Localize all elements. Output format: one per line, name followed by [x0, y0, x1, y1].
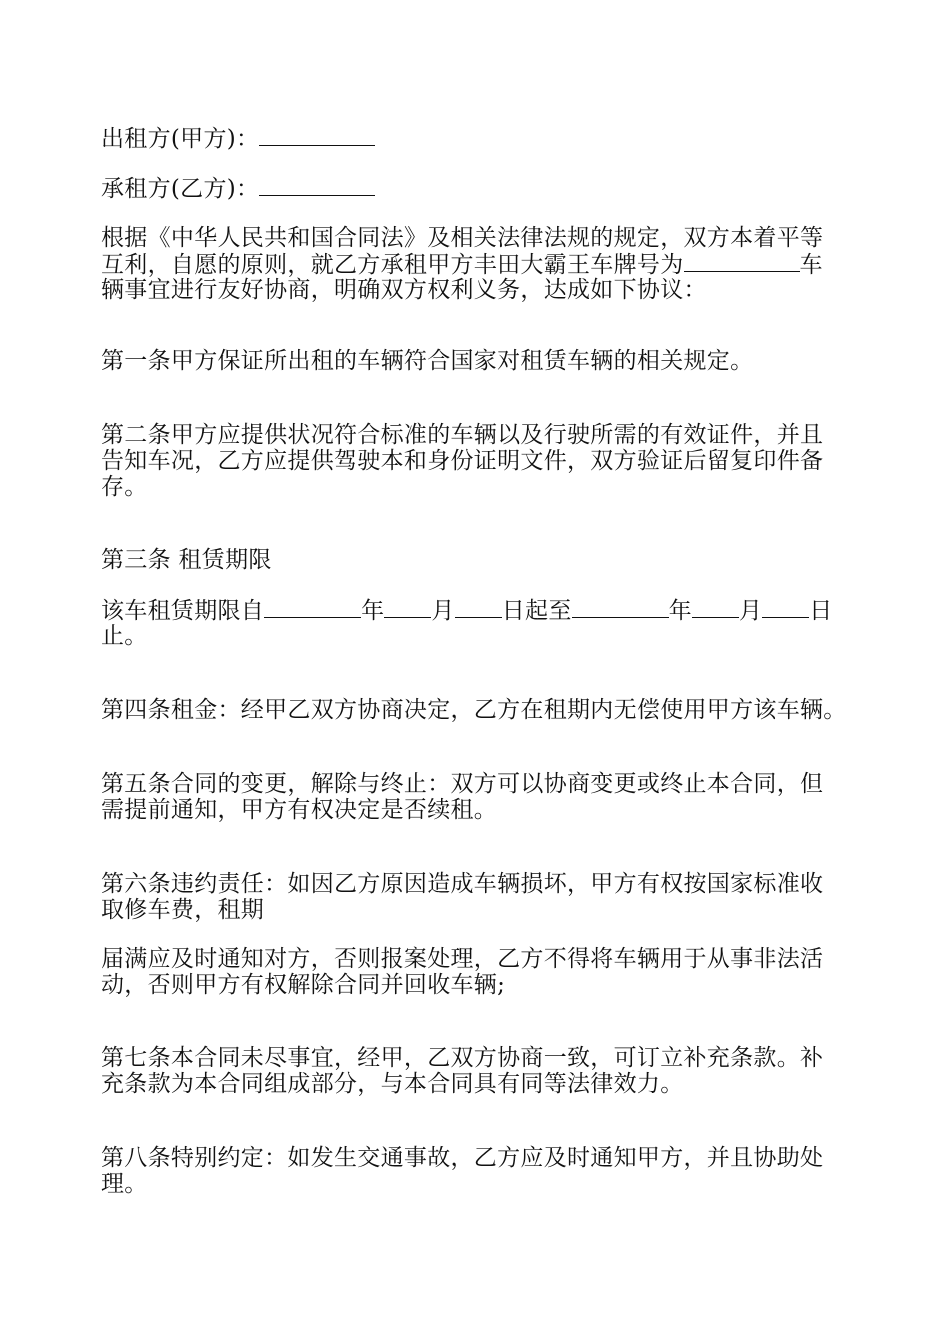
plate-number-blank: [684, 251, 800, 272]
preamble-line-3: 辆事宜进行友好协商，明确双方权利义务，达成如下协议：: [101, 277, 707, 303]
article1-line-1: 第一条甲方保证所出租的车辆符合国家对租赁车辆的相关规定。: [101, 348, 754, 374]
start-month-label: 月: [431, 598, 455, 624]
start-year-blank: [264, 597, 361, 618]
start-day-label: 日起至: [501, 598, 572, 624]
lease-term-text: 该车租赁期限自: [101, 598, 265, 624]
lessor-line: [101, 125, 375, 153]
article3-title: 第三条 租赁期限: [101, 547, 272, 573]
lessor-blank: [259, 125, 375, 146]
article3-line-1: [101, 597, 833, 625]
start-year-label: 年: [361, 598, 385, 624]
end-month-blank: [692, 597, 739, 618]
article2-line-3: 存。: [101, 474, 148, 500]
article3-line-2: 止。: [101, 623, 148, 649]
preamble-text-2a: 互利，自愿的原则，就乙方承租甲方丰田大霸王车牌号为: [101, 252, 684, 278]
article6-line-3: 届满应及时通知对方，否则报案处理，乙方不得将车辆用于从事非法活: [101, 946, 824, 972]
article2-line-2: 告知车况，乙方应提供驾驶本和身份证明文件，双方验证后留复印件备: [101, 448, 824, 474]
lessee-blank: [259, 175, 375, 196]
start-month-blank: [384, 597, 431, 618]
article4-line-1: 第四条租金：经甲乙双方协商决定，乙方在租期内无偿使用甲方该车辆。: [101, 697, 847, 723]
article6-line-1: 第六条违约责任：如因乙方原因造成车辆损坏，甲方有权按国家标准收: [101, 871, 824, 897]
article8-line-2: 理。: [101, 1171, 148, 1197]
preamble-line-2: [101, 251, 823, 279]
end-day-blank: [762, 597, 809, 618]
article6-line-2: 取修车费，租期: [101, 897, 265, 923]
article8-line-1: 第八条特别约定：如发生交通事故，乙方应及时通知甲方，并且协助处: [101, 1145, 824, 1171]
article5-line-1: 第五条合同的变更，解除与终止：双方可以协商变更或终止本合同，但: [101, 771, 824, 797]
end-day-label: 日: [809, 598, 833, 624]
preamble-text-2b: 车: [799, 252, 823, 278]
article6-line-4: 动，否则甲方有权解除合同并回收车辆;: [101, 972, 506, 998]
article7-line-2: 充条款为本合同组成部分，与本合同具有同等法律效力。: [101, 1071, 684, 1097]
start-day-blank: [455, 597, 502, 618]
article2-line-1: 第二条甲方应提供状况符合标准的车辆以及行驶所需的有效证件，并且: [101, 422, 824, 448]
lessee-label: 承租方(乙方)：: [101, 176, 260, 202]
preamble-line-1: 根据《中华人民共和国合同法》及相关法律法规的规定，双方本着平等: [101, 225, 824, 251]
article5-line-2: 需提前通知，甲方有权决定是否续租。: [101, 797, 498, 823]
lessor-label: 出租方(甲方)：: [101, 126, 260, 152]
end-year-blank: [572, 597, 669, 618]
article7-line-1: 第七条本合同未尽事宜，经甲，乙双方协商一致，可订立补充条款。补: [101, 1045, 824, 1071]
lessee-line: [101, 175, 375, 203]
end-month-label: 月: [738, 598, 763, 624]
end-year-label: 年: [668, 598, 692, 624]
